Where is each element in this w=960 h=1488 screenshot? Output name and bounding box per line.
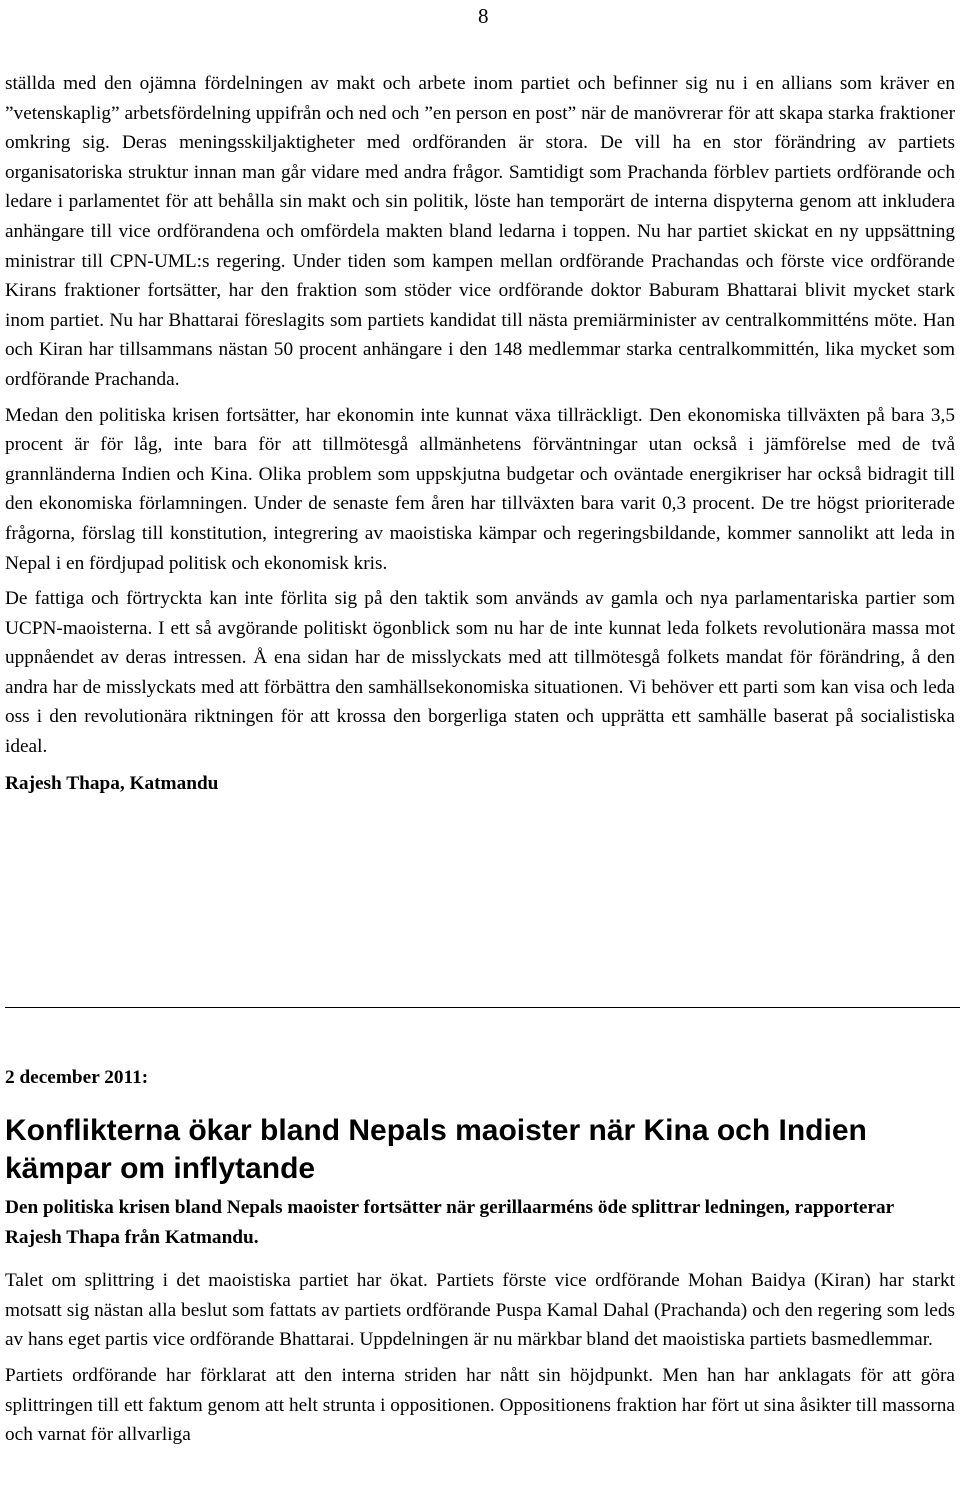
body-paragraph: De fattiga och förtryckta kan inte förlita sig på den taktik som används av gamla och nya parlamentariska partier som UCPN-maoisterna. I ett så avgörande politiskt ögonblick som nu har de inte kunnat leda folkets revolutionära massa mot uppnåendet av deras intressen. Å ena sidan har de misslyckats med att tillmötesgå folkets mandat för förändring, å den andra har de misslyckats med att förbättra den samhällsekonomiska situationen. Vi behöver ett parti som kan visa och leda oss i den revolutionära riktningen för att krossa den borgerliga staten och upprätta ett samhälle baserat på socialistiska ideal. (5, 588, 955, 758)
page-number: 8 (478, 4, 489, 28)
article-headline: Konflikterna ökar bland Nepals maoister när Kina och Indien kämpar om inflytande (5, 1114, 867, 1185)
body-paragraph: Partiets ordförande har förklarat att den interna striden har nått sin höjdpunkt. Men han har anklagats för att göra splittringen till ett faktum genom att helt strunta i oppositionen. Oppositionens fraktion har fört ut sina åsikter till massorna och varnat för allvarliga (5, 1364, 955, 1446)
body-paragraph: Talet om splittring i det maoistiska partiet har ökat. Partiets förste vice ordförande Mohan Baidya (Kiran) har starkt motsatt sig nästan alla beslut som fattats av partiets ordförande Puspa Kamal Dahal (Prachanda) och den regering som leds av hans eget partis vice ordförande Bhattarai. Uppdelningen är nu märkbar bland det maoistiska partiets basmedlemmar. (5, 1270, 955, 1351)
article-lead: Den politiska krisen bland Nepals maoister fortsätter när gerillaarméns öde splittrar ledningen, rapporterar Rajesh Thapa från Katmandu. (5, 1197, 894, 1248)
body-paragraph: Medan den politiska krisen fortsätter, har ekonomin inte kunnat växa tillräckligt. Den ekonomiska tillväxten på bara 3,5 procent är för låg, inte bara för att tillmötesgå allmänhetens förväntningar utan också i jämförelse med de två grannländerna Indien och Kina. Olika problem som uppskjutna budgetar och oväntade energikriser har också bidragit till den ekonomiska förlamningen. Under de senaste fem åren har tillväxten bara varit 0,3 procent. De tre högst prioriterade frågorna, förslag till konstitution, integrering av maoistiska kämpar och regeringsbildande, kommer sannolikt att leda in Nepal i en fördjupad politisk och ekonomisk kris. (5, 404, 955, 574)
author-signature: Rajesh Thapa, Katmandu (5, 772, 219, 794)
article-new (5, 1064, 955, 1450)
body-paragraph: ställda med den ojämna fördelningen av makt och arbete inom partiet och befinner sig nu i en allians som kräver en ”vetenskaplig” arbetsfördelning uppifrån och ned och ”en person en post” när de manövrerar för att skapa starka fraktioner omkring sig. Deras meningsskiljaktigheter med ordföranden är stora. De vill ha en stor förändring av partiets organisatoriska struktur innan man går vidare med andra frågor. Samtidigt som Prachanda förblev partiets ordförande och ledare i parlamentet för att behålla sin makt och sin politik, löste han temporärt de interna dispyterna genom att inkludera anhängare till vice ordförandena och omfördela makten bland ledarna i toppen. Nu har partiet skickat en ny uppsättning ministrar till CPN-UML:s regering. Under tiden som kampen mellan ordförande Prachandas och förste vice ordförande Kirans fraktioner fortsätter, har den fraktion som stöder vice ordförande doktor Baburam Bhattarai blivit mycket stark inom partiet. Nu har Bhattarai föreslagits som partiets kandidat till nästa premiärminister av centralkommitténs möte. Han och Kiran har tillsammans nästan 50 procent anhängare i den 148 medlemmar starka centralkommittén, lika mycket som ordförande Prachanda. (5, 73, 955, 390)
article-date: 2 december 2011: (5, 1067, 149, 1088)
section-divider (5, 1007, 960, 1008)
article-continuation (5, 69, 955, 798)
